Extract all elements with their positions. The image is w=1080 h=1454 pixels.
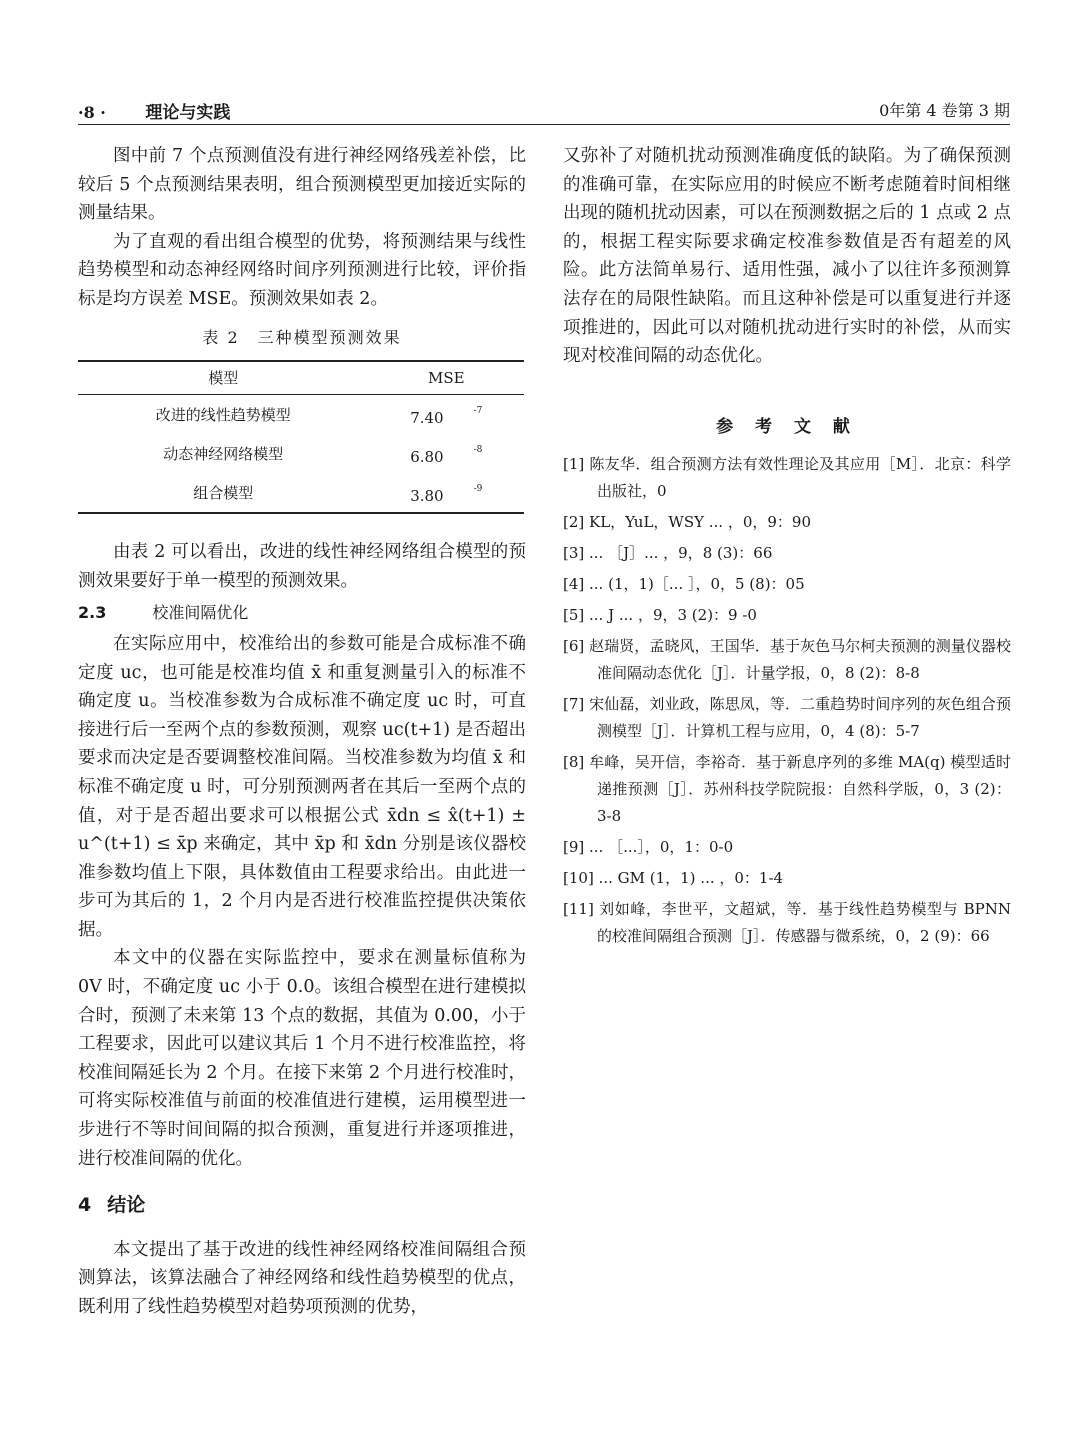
reference-item: [9] ... ［...］，0，1：0-0 xyxy=(563,838,734,857)
reference-item: [2] KL，YuL，WSY ... ，0，9：90 xyxy=(563,513,812,532)
page-number: ·8 · xyxy=(78,103,106,122)
reference-item: [1] 陈友华．组合预测方法有效性理论及其应用［M］．北京：科学出版社，0 xyxy=(563,455,1011,501)
paragraph: 本文提出了基于改进的线性神经网络校准间隔组合预测算法，该算法融合了神经网络和线性趋势模型的优点，既利用了线性趋势模型对趋势项预测的优势， xyxy=(78,1239,526,1317)
cell-mse: 6.80 $^{-8}$ xyxy=(410,445,483,467)
reference-item: [11] 刘如峰，李世平，文超斌，等．基于线性趋势模型与 BPNN 的校准间隔组合预测［J］．传感器与微系统，0，2 (9)：66 xyxy=(563,900,1011,946)
cell-mse: 3.80 $^{-9}$ xyxy=(410,484,483,506)
reference-item: [5] ... J ... ，9，3 (2)：9 -0 xyxy=(563,606,757,625)
reference-item: [6] 赵瑞贤，孟晓风，王国华．基于灰色马尔柯夫预测的测量仪器校准间隔动态优化［J］．计量学报，0，8 (2)：8-8 xyxy=(563,637,1011,683)
cell-model: 改进的线性趋势模型 xyxy=(155,405,291,424)
subsection-title: 校准间隔优化 xyxy=(152,603,249,623)
cell-mse: 7.40 $^{-7}$ xyxy=(410,406,483,428)
journal-name: 理论与实践 xyxy=(145,103,231,123)
reference-item: [8] 牟峰，吴开信，李裕奇．基于新息序列的多维 MA(q) 模型适时递推预测［J］．苏州科技学院院报：自然科学版，0，3 (2)：3-8 xyxy=(563,753,1011,826)
left-column xyxy=(78,142,526,1322)
paragraph: 在实际应用中，校准给出的参数可能是合成标准不确定度 uc，也可能是校准均值 x̄ 和重复测量引入的标准不确定度 u。当校准参数为合成标准不确定度 uc 时，可直接进行后一至两个点的参数预测，观察 uc(t+1) 是否超出要求而决定是否要调整校准间隔。当校准参数为均值 x̄ 和标准不确定度 u 时，可分别预测两者在其后一至两个点的值，对于是否超出要求可以根据公式 x̄dn ≤ x̂(t+1) ± u^(t+1) ≤ x̄p 来确定，其中 x̄p 和 x̄dn 分别是该仪器校准参数均值上下限，具体数值由工程要求给出。由此进一步可为其后的 1，2 个月内是否进行校准监控提供决策依据。 xyxy=(78,633,526,940)
paragraph: 为了直观的看出组合模型的优势，将预测结果与线性趋势模型和动态神经网络时间序列预测进行比较，评价指标是均方误差 MSE。预测效果如表 2。 xyxy=(78,231,526,309)
reference-item: [4] ... (1，1)［... ］，0，5 (8)：05 xyxy=(563,575,805,594)
reference-item: [7] 宋仙磊，刘业政，陈思凤，等．二重趋势时间序列的灰色组合预测模型［J］．计算机工程与应用，0，4 (8)：5-7 xyxy=(563,695,1011,741)
issue-info: 0年第 4 卷第 3 期 xyxy=(879,101,1010,120)
subsection-number: 2.3 xyxy=(78,603,107,623)
subsection-heading xyxy=(78,599,526,628)
table-caption: 表 2 三种模型预测效果 xyxy=(202,327,402,347)
section-title: 结论 xyxy=(107,1194,146,1217)
table-row xyxy=(78,395,524,435)
right-column xyxy=(563,142,1011,954)
section-heading xyxy=(78,1191,526,1220)
table-row xyxy=(78,473,524,513)
cell-model: 组合模型 xyxy=(193,483,254,502)
header-rule xyxy=(78,124,1010,125)
paragraph: 本文中的仪器在实际监控中，要求在测量标值称为 0V 时，不确定度 uc 小于 0.0。该组合模型在进行建模拟合时，预测了未来第 13 个点的数据，其值为 0.00，小于工程要求，因此可以建议其后 1 个月不进行校准监控，将校准间隔延长为 2 个月。在接下来第 2 个月进行校准时，可将实际校准值与前面的校准值进行建模，运用模型进一步进行不等时间间隔的拟合预测，重复进行并逐项推进，进行校准间隔的优化。 xyxy=(78,948,526,1169)
reference-item: [3] ... ［J］... ，9，8 (3)：66 xyxy=(563,544,773,563)
reference-item: [10] ... GM (1，1) ... ，0：1-4 xyxy=(563,869,784,888)
section-number: 4 xyxy=(78,1194,92,1217)
table-header-row xyxy=(78,361,524,395)
references-title: 参 考 文 献 xyxy=(716,416,858,437)
reference-list xyxy=(563,451,1011,950)
results-table xyxy=(78,360,524,514)
table-row xyxy=(78,434,524,473)
paragraph: 由表 2 可以看出，改进的线性神经网络组合模型的预测效果要好于单一模型的预测效果。 xyxy=(78,542,526,591)
col-header-model: 模型 xyxy=(208,369,239,388)
paragraph: 图中前 7 个点预测值没有进行神经网络残差补偿，比较后 5 个点预测结果表明，组合预测模型更加接近实际的测量结果。 xyxy=(78,146,526,224)
paragraph: 又弥补了对随机扰动预测准确度低的缺陷。为了确保预测的准确可靠，在实际应用的时候应不断考虑随着时间相继出现的随机扰动因素，可以在预测数据之后的 1 点或 2 点的，根据工程实际要求确定校准参数值是否有超差的风险。此方法简单易行、适用性强，减小了以往许多预测算法存在的局限性缺陷。而且这种补偿是可以重复进行并逐项推进的，因此可以对随机扰动进行实时的补偿，从而实现对校准间隔的动态优化。 xyxy=(563,146,1011,367)
header-left xyxy=(78,98,230,123)
page-header xyxy=(78,96,1010,126)
col-header-mse: MSE xyxy=(428,369,465,388)
cell-model: 动态神经网络模型 xyxy=(163,444,284,463)
